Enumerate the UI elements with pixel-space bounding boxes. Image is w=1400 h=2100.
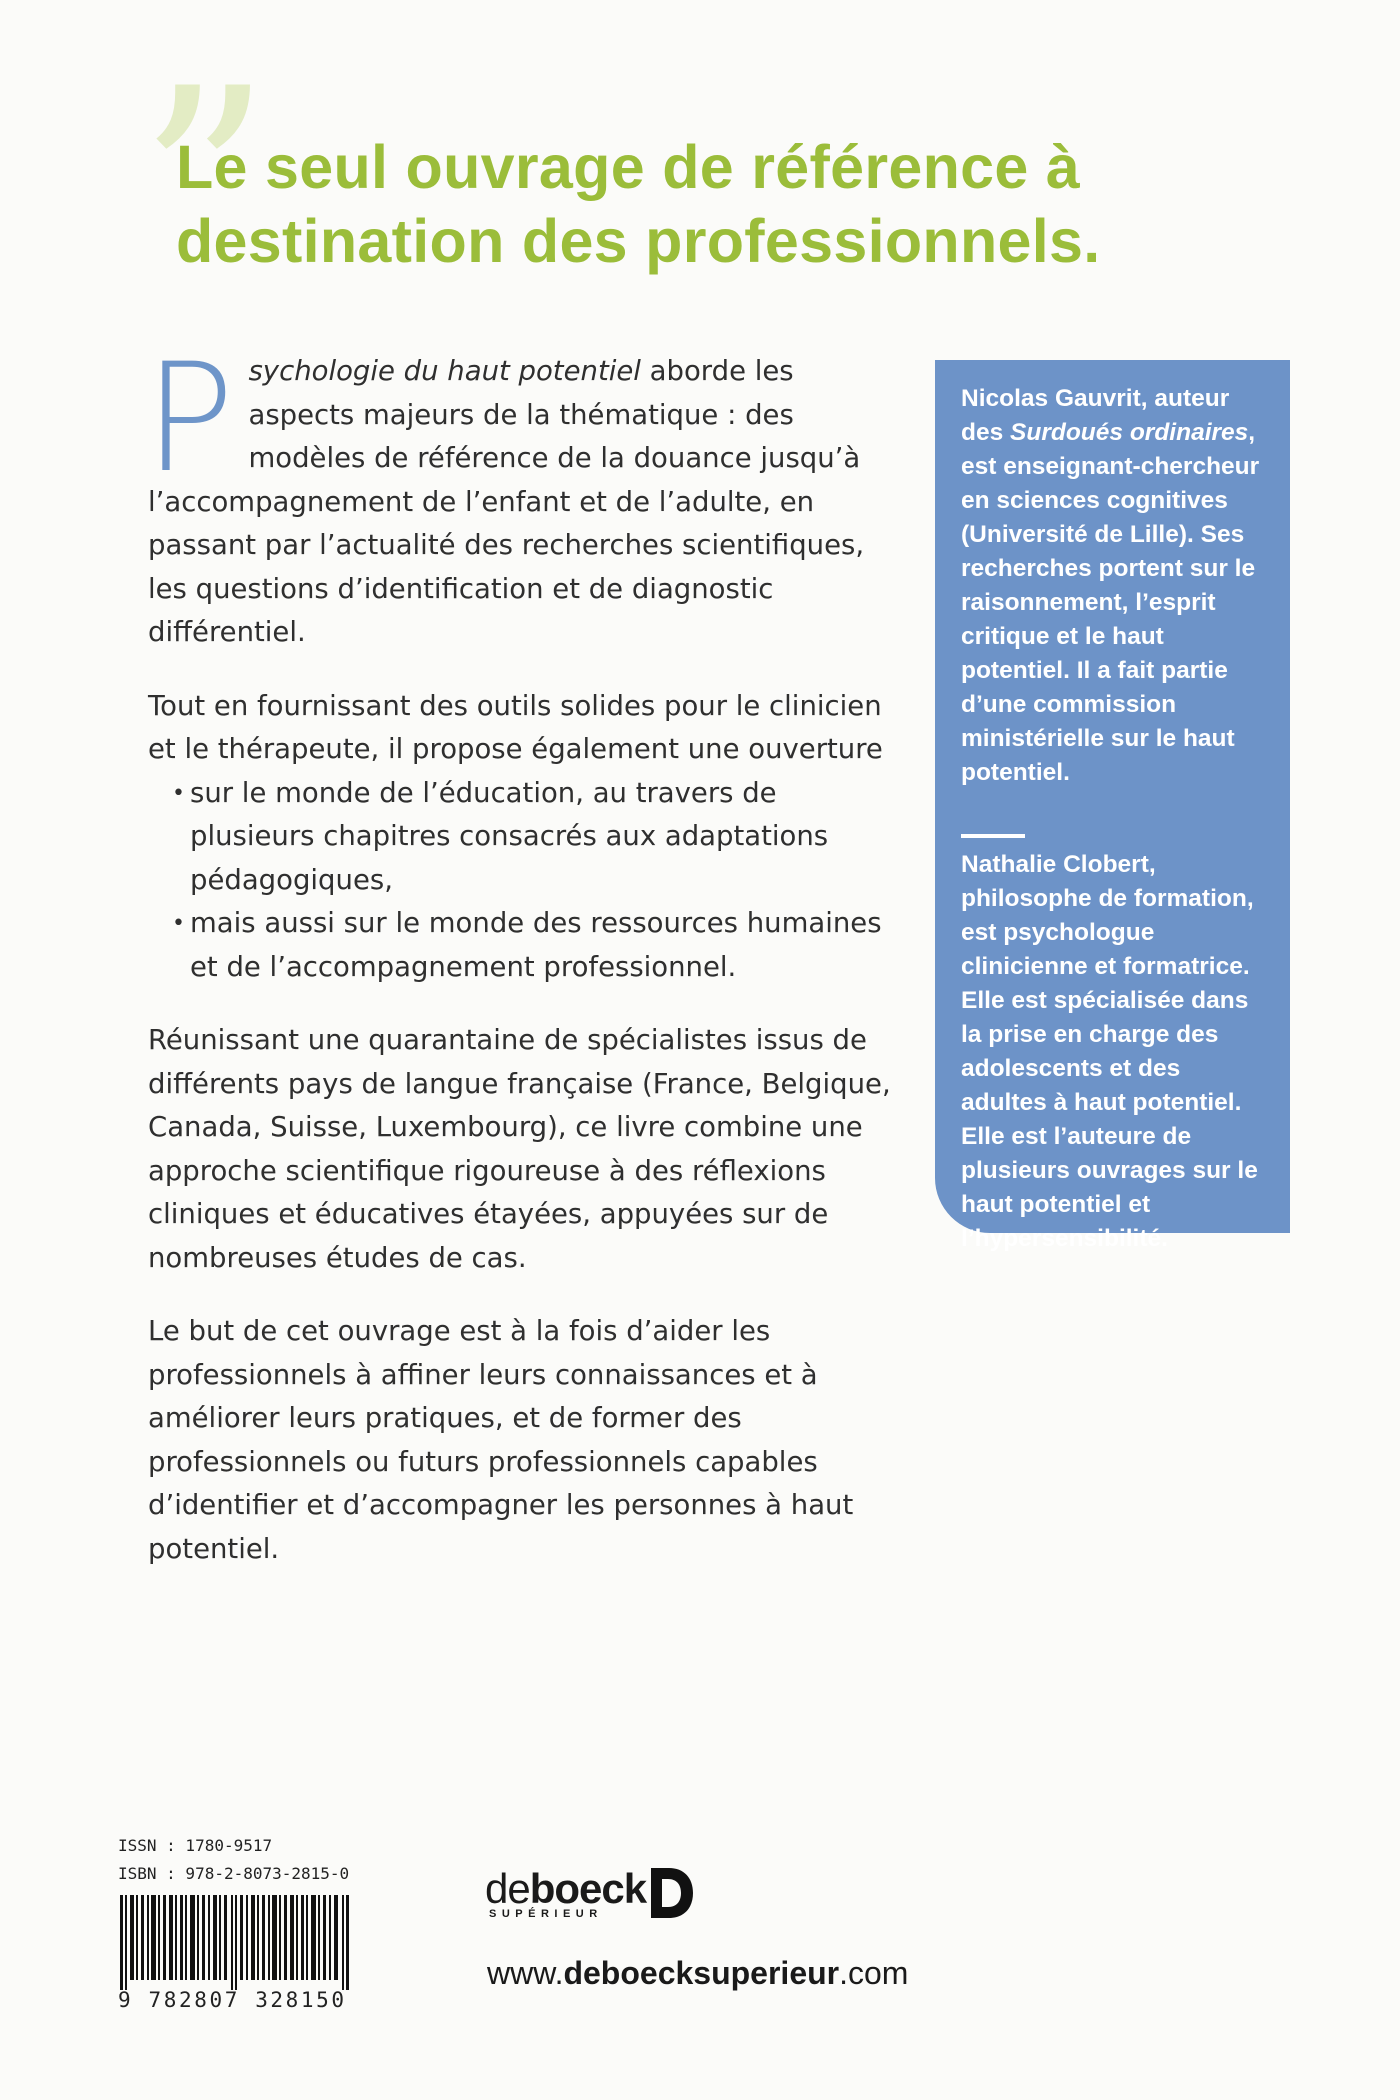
publisher-superieur: SUPÉRIEUR — [489, 1908, 603, 1920]
issn: ISSN : 1780-9517 — [118, 1836, 273, 1855]
tagline: Le seul ouvrage de référence à destination des professionnels. — [176, 133, 1101, 275]
intro-text: aborde les aspects majeurs de la thématique : des modèles de référence de la douance jusqu’à l’accompagnement de l’enfant et de l’adulte, en passant par l’actualité des recherches scientifiques, les questions d’identification et de diagnostic différentiel. — [148, 355, 865, 648]
identifier-codes — [118, 1832, 349, 1888]
paragraph-2: Tout en fournissant des outils solides pour le clinicien et le thérapeute, il propose également une ouverture — [148, 689, 883, 765]
paragraph-4: Le but de cet ouvrage est à la fois d’aider les professionnels à affiner leurs connaissances et à améliorer leurs pratiques, et de former des professionnels ou futurs professionnels capables d’identifier et d’accompagner les personnes à haut potentiel. — [148, 1315, 854, 1565]
publisher-de: de — [485, 1865, 530, 1912]
drop-cap: P — [144, 332, 235, 506]
url-suffix: .com — [839, 1955, 909, 1991]
paragraph-3: Réunissant une quarantaine de spécialistes issus de différents pays de langue française (France, Belgique, Canada, Suisse, Luxembourg), ce livre combine une approche scientifique rigoureuse à des réflexions cliniques et éducatives étayées, appuyées sur de nombreuses études de cas. — [148, 1024, 891, 1274]
divider — [961, 834, 1025, 838]
author-bio-2 — [961, 848, 1262, 1256]
author-sidebar — [935, 360, 1290, 1252]
author-name: Nicolas Gauvrit — [961, 385, 1141, 412]
author-bio-text: , est enseignant-chercheur en sciences cognitives (Université de Lille). Ses recherches portent sur le raisonnement, l’esprit critique et le haut potentiel. Il a fait partie d’une commission ministérielle sur le haut potentiel. — [961, 419, 1260, 786]
author-bio-text: , philosophe de formation, est psychologue clinicienne et formatrice. Elle est spécialisée dans la prise en charge des adolescents et des adultes à haut potentiel. Elle est l’auteure de plusieurs ouvrages sur le haut potentiel et l’hypersensibilité. — [961, 851, 1258, 1252]
intro-paragraph — [144, 332, 908, 655]
url-domain: deboecksuperieur — [563, 1955, 840, 1991]
author-book-title: Surdoués ordinaires — [1010, 419, 1249, 446]
isbn: ISBN : 978-2-8073-2815-0 — [118, 1864, 350, 1883]
book-description — [144, 332, 908, 1601]
bullet-list — [148, 772, 908, 990]
bullet-item: • mais aussi sur le monde des ressources humaines et de l’accompagnement professionnel. — [172, 902, 908, 989]
author-name: Nathalie Clobert — [961, 851, 1149, 878]
publisher-boeck: boeck — [529, 1865, 647, 1912]
url-prefix: www. — [487, 1955, 564, 1991]
quote-mark: ” — [138, 34, 271, 336]
barcode — [120, 1895, 350, 1990]
publisher-url[interactable] — [487, 1955, 908, 1992]
barcode-digits: 9 782807 328150 — [118, 1988, 347, 2012]
author-bio-1 — [961, 382, 1262, 790]
author-bio-text: , auteur des — [961, 385, 1230, 446]
bullet-item: • sur le monde de l’éducation, au travers de plusieurs chapitres consacrés aux adaptations pédagogiques, — [172, 772, 908, 903]
book-title-inline: sychologie du haut potentiel — [248, 355, 641, 387]
publisher-wordmark — [485, 1865, 647, 1912]
publisher-d-icon — [651, 1868, 693, 1918]
